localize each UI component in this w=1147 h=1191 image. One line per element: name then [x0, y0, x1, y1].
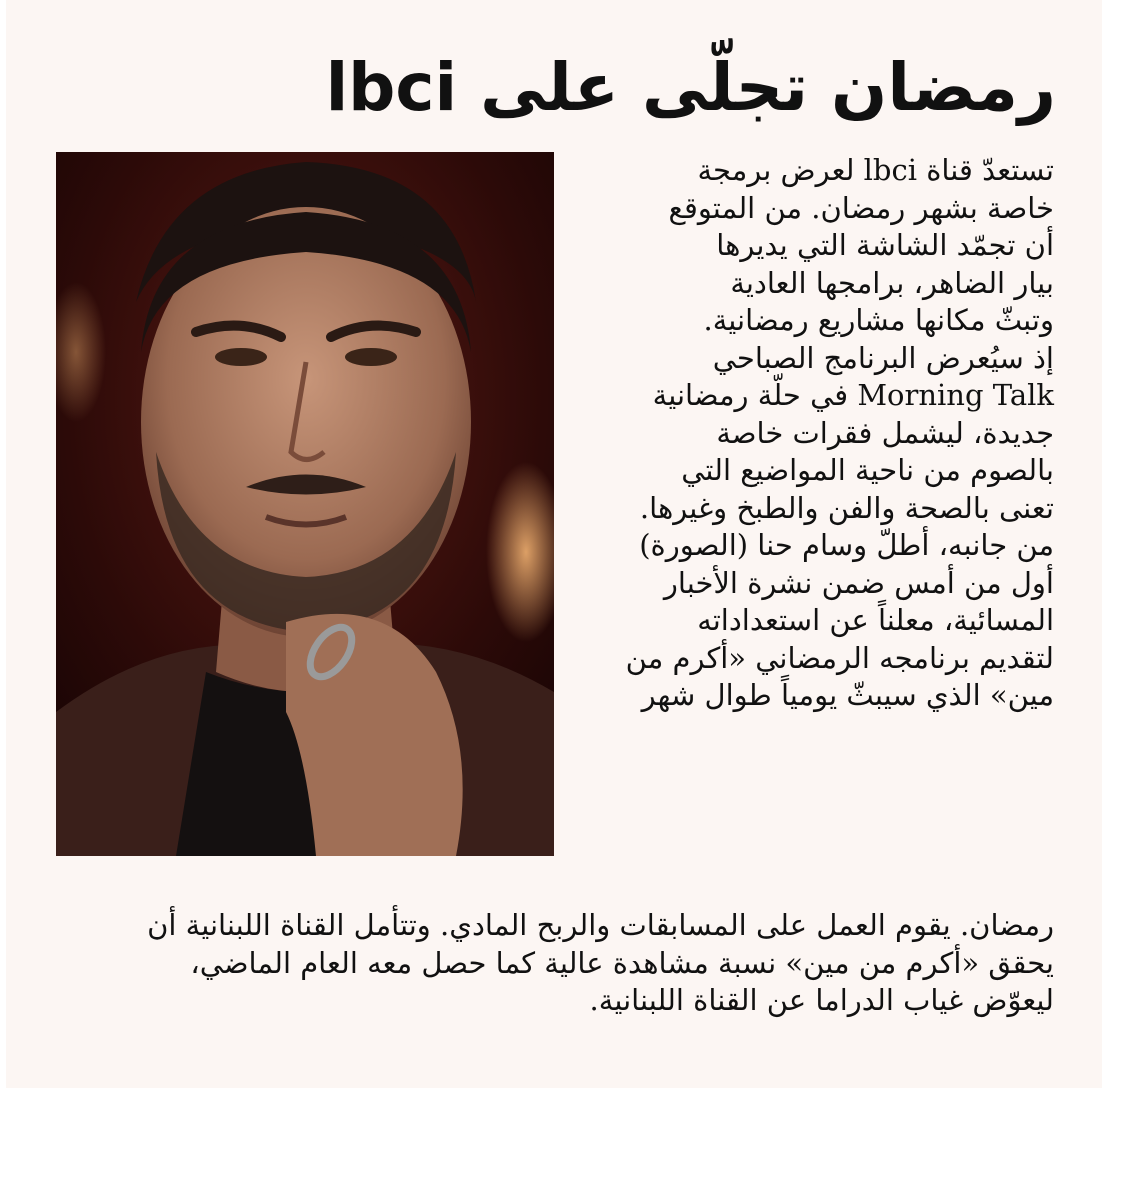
body-line: المسائية، معلناً عن استعداداته: [697, 603, 1054, 637]
body-line: تعنى بالصحة والفن والطبخ وغيرها.: [639, 490, 1054, 525]
headline: رمضان تجلّى على lbci: [325, 49, 1056, 126]
body-line: مين» الذي سيبثّ يومياً طوال شهر: [641, 678, 1054, 712]
body-line: جديدة، ليشمل فقرات خاصة: [716, 415, 1054, 450]
body-line: تستعدّ قناة lbci لعرض برمجة: [697, 153, 1054, 187]
body-line: لتقديم برنامجه الرمضاني «أكرم من: [625, 640, 1054, 675]
body-line: بيار الضاهر، برامجها العادية: [730, 265, 1054, 300]
body-line: بالصوم من ناحية المواضيع التي: [681, 453, 1054, 487]
body-line: وتبثّ مكانها مشاريع رمضانية.: [703, 303, 1054, 337]
article-body-column: [572, 152, 1054, 715]
body-line: إذ سيُعرض البرنامج الصباحي: [712, 340, 1054, 375]
portrait-icon: [56, 152, 554, 856]
body-line: يحقق «أكرم من مين» نسبة مشاهدة عالية كما حصل معه العام الماضي،: [190, 945, 1054, 980]
body-line: ليعوّض غياب الدراما عن القناة اللبنانية.: [589, 983, 1054, 1017]
portrait-photo: [56, 152, 554, 856]
body-line: رمضان. يقوم العمل على المسابقات والربح المادي. وتتأمل القناة اللبنانية أن: [147, 908, 1054, 942]
body-line: أول من أمس ضمن نشرة الأخبار: [663, 565, 1054, 600]
body-line: من جانبه، أطلّ وسام حنا (الصورة): [639, 528, 1054, 562]
article-body-full-width: [56, 907, 1054, 1020]
body-line: Morning Talk في حلّة رمضانية: [652, 378, 1054, 412]
body-line: أن تجمّد الشاشة التي يديرها: [716, 228, 1054, 262]
body-line: خاصة بشهر رمضان. من المتوقع: [668, 190, 1054, 225]
